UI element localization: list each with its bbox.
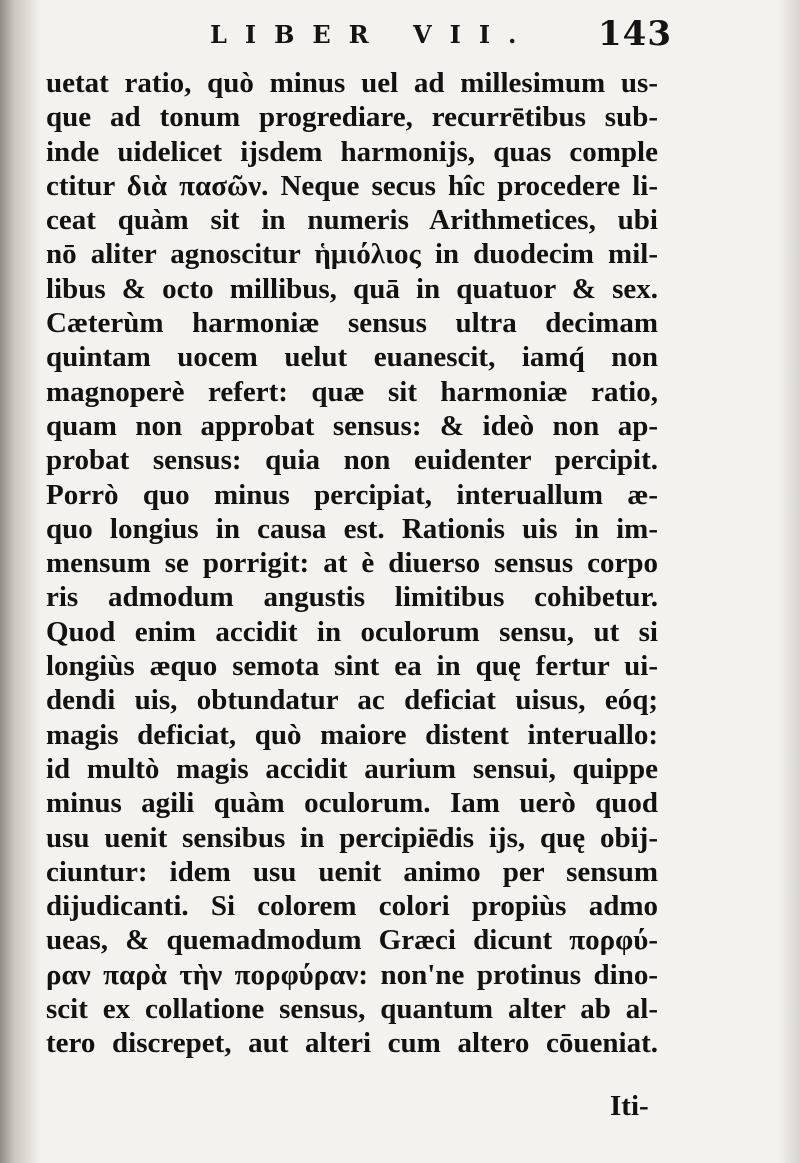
binding-shadow: [0, 0, 40, 1163]
text-line: scit ex collatione sensus, quantum alter ab al-: [46, 993, 658, 1026]
running-title: LIBER VII.: [210, 20, 535, 49]
text-line: tero discrepet, aut alteri cum altero cōueniat.: [46, 1027, 658, 1060]
text-line: nō aliter agnoscitur ἡμιόλιος in duodecim mil-: [46, 238, 658, 271]
page-header: [0, 14, 800, 64]
text-line: magnoperè refert: quæ sit harmoniæ ratio,: [46, 375, 658, 408]
text-line: magis deficiat, quò maiore distent interuallo:: [46, 718, 658, 751]
text-line: probat sensus: quia non euidenter percipit.: [46, 444, 658, 477]
text-line: inde uidelicet ijsdem harmonijs, quas comple: [46, 135, 658, 168]
text-line: Quod enim accidit in oculorum sensu, ut si: [46, 615, 658, 648]
text-line: longiùs æquo semota sint ea in quę fertur ui-: [46, 650, 658, 683]
text-line: ceat quàm sit in numeris Arithmetices, ubi: [46, 204, 658, 237]
text-line: quintam uocem uelut euanescit, iamq́ non: [46, 341, 658, 374]
text-line: uetat ratio, quò minus uel ad millesimum us-: [46, 67, 658, 99]
text-line: que ad tonum progrediare, recurrētibus sub-: [46, 101, 658, 134]
text-line: ris admodum angustis limitibus cohibetur.: [46, 581, 658, 614]
text-line: ueas, & quemadmodum Græci dicunt πορφύ-: [46, 924, 658, 957]
text-line: quo longius in causa est. Rationis uis in im-: [46, 512, 658, 545]
text-line: libus & octo millibus, quā in quatuor & sex.: [46, 272, 658, 305]
text-line: ctitur διὰ πασῶν. Neque secus hîc procedere li-: [46, 169, 658, 202]
text-line: ραν παρὰ τὴν πορφύραν: non'ne protinus dino-: [46, 958, 658, 991]
text-line: usu uenit sensibus in percipiēdis ijs, quę obij-: [46, 821, 658, 854]
body-text: [46, 66, 658, 1061]
text-line: Cæterùm harmoniæ sensus ultra decimam: [46, 307, 658, 340]
text-line: mensum se porrigit: at è diuerso sensus corpo: [46, 547, 658, 580]
page-number: 143: [598, 14, 672, 54]
text-line: ciuntur: idem usu uenit animo per sensum: [46, 855, 658, 888]
text-line: minus agili quàm oculorum. Iam uerò quod: [46, 787, 658, 820]
catchword: Iti-: [610, 1090, 649, 1122]
text-line: dendi uis, obtundatur ac deficiat uisus, eóq;: [46, 684, 658, 717]
text-line: Porrò quo minus percipiat, interuallum æ-: [46, 478, 658, 511]
text-line: quam non approbat sensus: & ideò non ap-: [46, 409, 658, 442]
text-line: dijudicanti. Si colorem colori propiùs admo: [46, 890, 658, 923]
page-edge-shadow: [778, 0, 800, 1163]
text-line: id multò magis accidit aurium sensui, quippe: [46, 752, 658, 785]
